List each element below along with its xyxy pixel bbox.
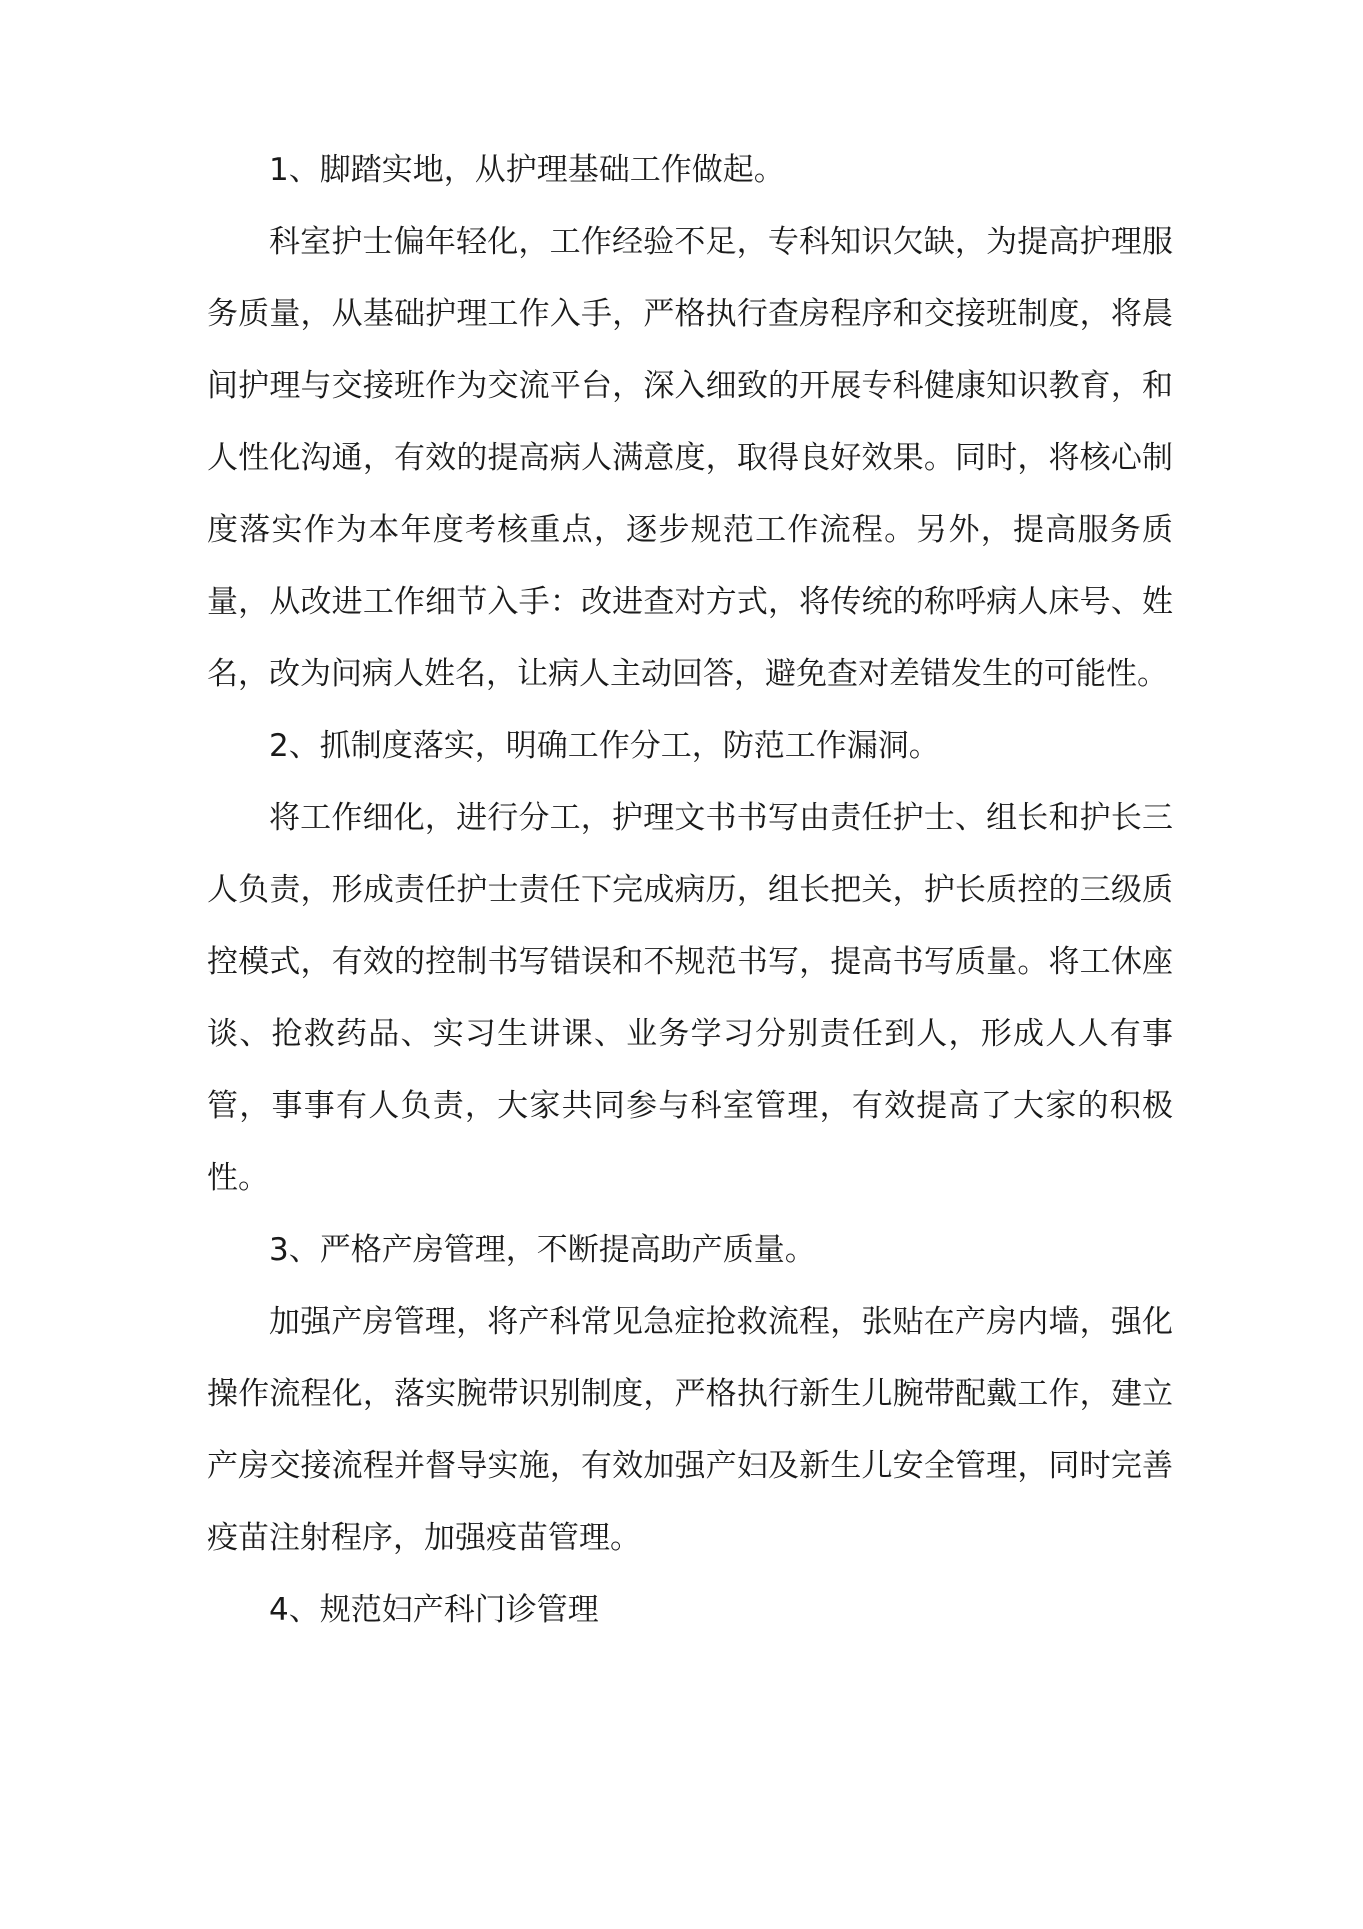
heading-3: 3、严格产房管理，不断提高助产质量。: [269, 1232, 816, 1268]
paragraph-2: 将工作细化，进行分工，护理文书书写由责任护士、组长和护长三人负责，形成责任护士责任下完成病历，组长把关，护长质控的三级质控模式，有效的控制书写错误和不规范书写，提高书写质量。将工休座谈、抢救药品、实习生讲课、业务学习分别责任到人，形成人人有事管，事事有人负责，大家共同参与科室管理，有效提高了大家的积极性。: [207, 800, 1173, 1196]
heading-1: 1、脚踏实地，从护理基础工作做起。: [269, 152, 785, 188]
paragraph-3: 加强产房管理，将产科常见急症抢救流程，张贴在产房内墙，强化操作流程化，落实腕带识别制度，严格执行新生儿腕带配戴工作，建立产房交接流程并督导实施，有效加强产妇及新生儿安全管理，同时完善疫苗注射程序，加强疫苗管理。: [207, 1304, 1173, 1556]
paragraph-1: 科室护士偏年轻化，工作经验不足，专科知识欠缺，为提高护理服务质量，从基础护理工作入手，严格执行查房程序和交接班制度，将晨间护理与交接班作为交流平台，深入细致的开展专科健康知识教育，和人性化沟通，有效的提高病人满意度，取得良好效果。同时，将核心制度落实作为本年度考核重点，逐步规范工作流程。另外，提高服务质量，从改进工作细节入手：改进查对方式，将传统的称呼病人床号、姓名，改为问病人姓名，让病人主动回答，避免查对差错发生的可能性。: [207, 224, 1173, 692]
heading-4: 4、规范妇产科门诊管理: [269, 1592, 599, 1628]
document-body: [207, 134, 1173, 1646]
heading-2: 2、抓制度落实，明确工作分工，防范工作漏洞。: [269, 728, 940, 764]
